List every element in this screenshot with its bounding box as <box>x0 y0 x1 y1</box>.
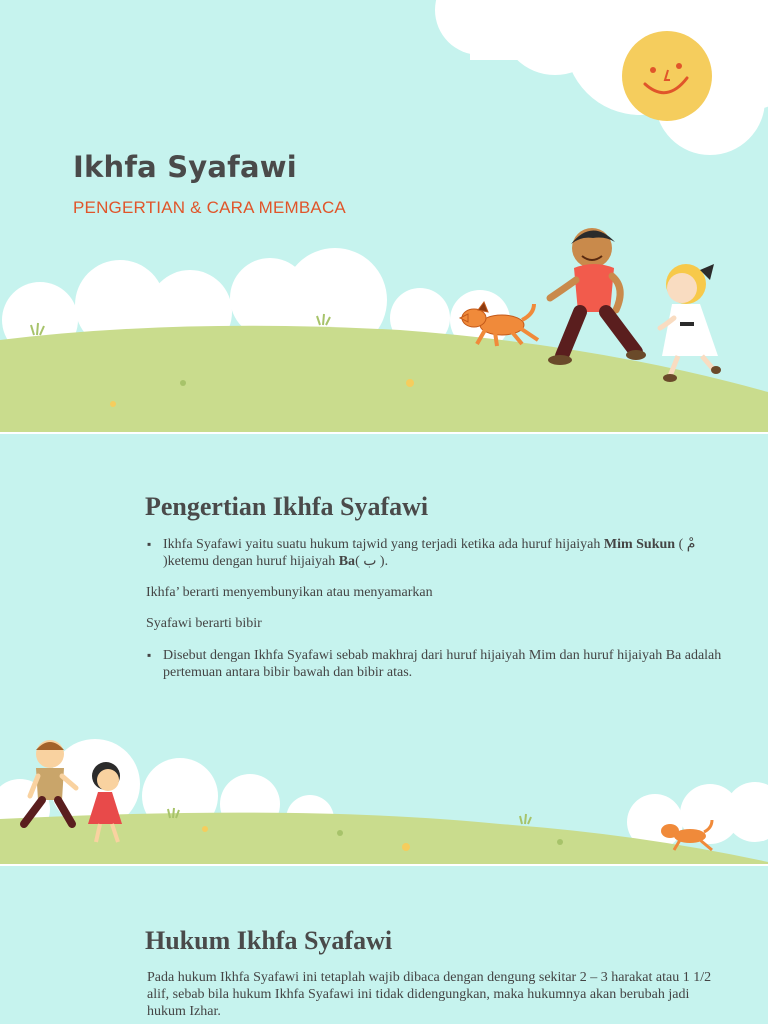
title-slide <box>0 0 768 432</box>
slide-title: Hukum Ikhfa Syafawi <box>145 926 393 955</box>
paragraph: Pada hukum Ikhfa Syafawi ini tetaplah wajib dibaca dengan dengung sekitar 2 – 3 harakat atau 1 1/2 alif, sebab bila hukum Ikhfa Syafawi ini tidak didengungkan, maka hukumnya akan berubah jadi hukum Izhar. <box>147 970 712 1019</box>
bullet-item <box>146 536 726 570</box>
paragraph: Syafawi berarti bibir <box>146 616 262 631</box>
grass-hill <box>0 326 768 432</box>
bullet-item: ▪ Disebut dengan Ikhfa Syafawi sebab makhraj dari huruf hijaiyah Mim dan huruf hijaiyah Ba adalah pertemuan antara bibir bawah dan bibir atas. <box>146 647 726 681</box>
slide-title: Ikhfa Syafawi <box>73 150 297 184</box>
ruling-slide <box>0 866 768 1024</box>
bullet-text: ( ب ). <box>355 554 389 569</box>
bold-term: Mim Sukun <box>603 537 676 552</box>
bullet-text: Ikhfa Syafawi yaitu suatu hukum tajwid yang terjadi ketika ada huruf hijaiyah <box>163 537 604 552</box>
cloud-top-right <box>435 0 768 155</box>
paragraph: Ikhfa’ berarti menyembunyikan atau menyamarkan <box>146 585 433 600</box>
slide-subtitle: PENGERTIAN & CARA MEMBACA <box>73 198 346 217</box>
bullet-text: ( مْ )ketemu dengan huruf hijaiyah <box>163 537 696 569</box>
slide-body <box>146 536 726 681</box>
definition-slide-illustration <box>0 734 768 864</box>
definition-slide <box>0 434 768 864</box>
boy-icon <box>548 228 646 365</box>
bold-term: Ba <box>338 554 356 569</box>
slide-title: Pengertian Ikhfa Syafawi <box>145 492 429 521</box>
sun-icon <box>622 31 712 121</box>
girl-icon <box>660 264 721 382</box>
